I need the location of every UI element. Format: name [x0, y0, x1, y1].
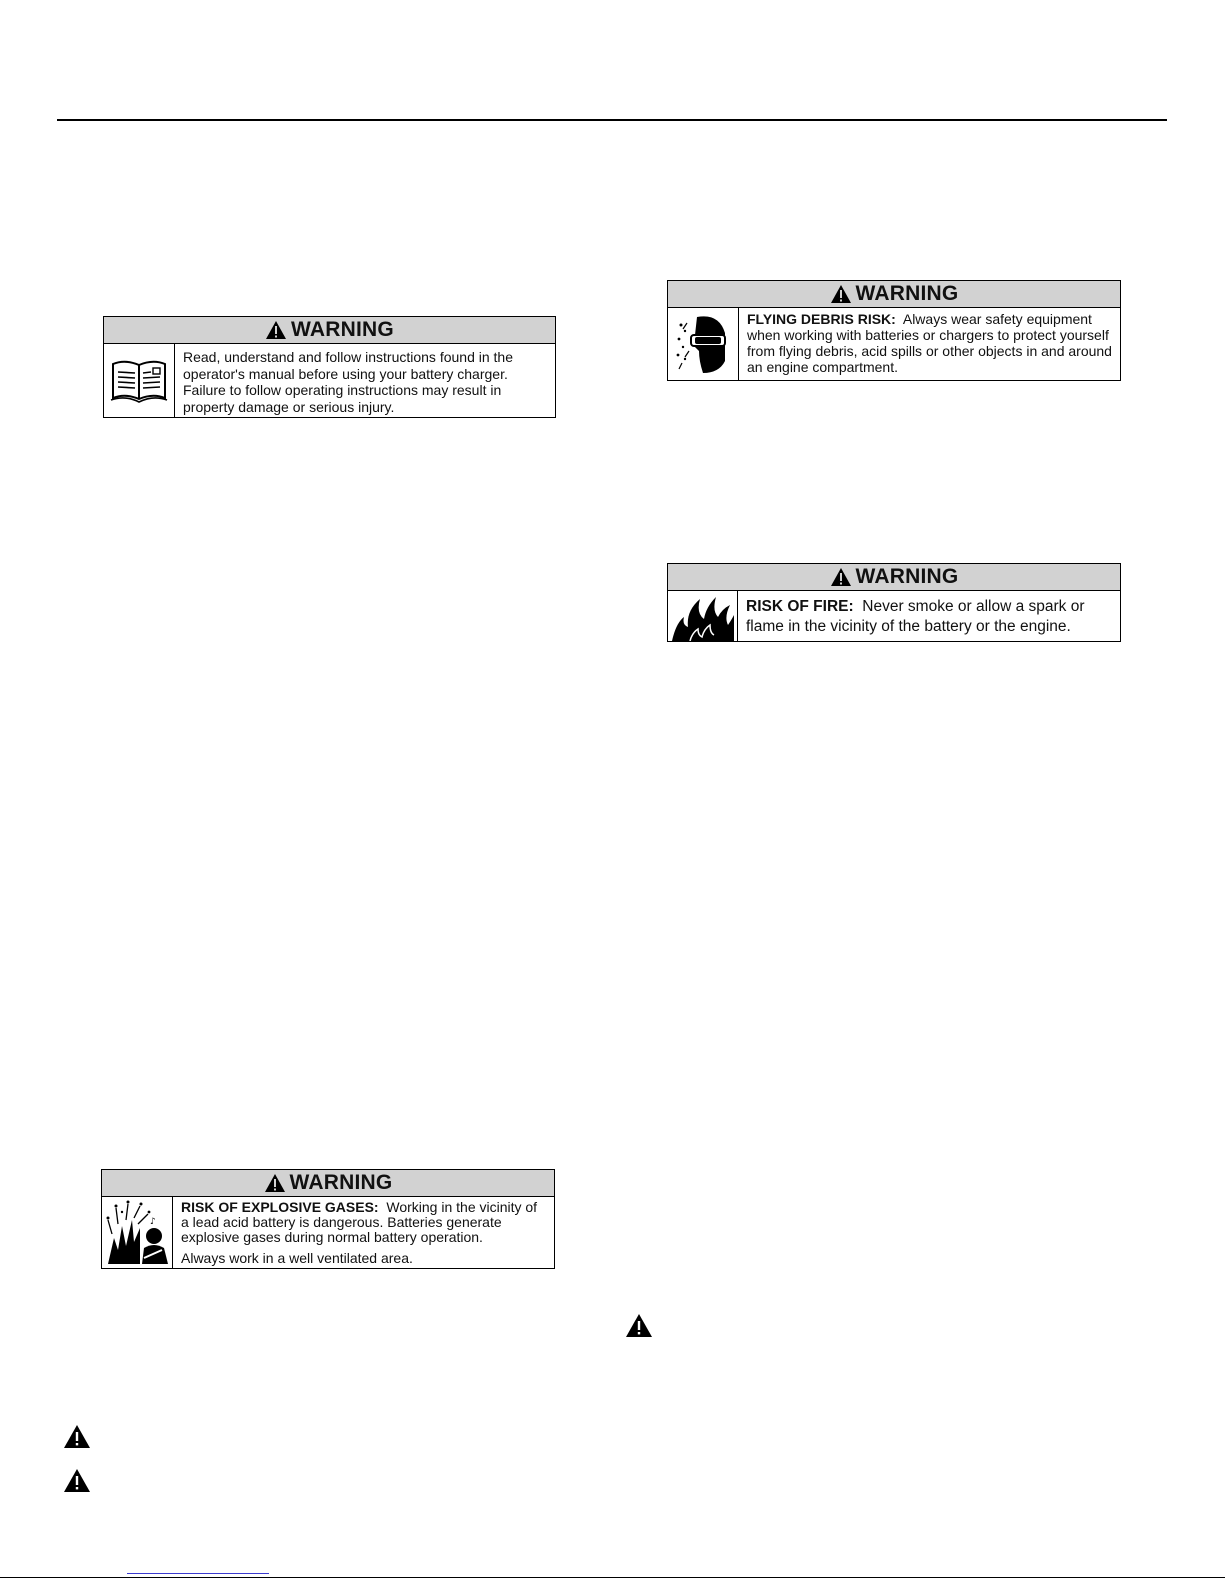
alert-triangle-icon [63, 1424, 91, 1449]
link-underline [127, 1573, 269, 1574]
warning-triangle-icon [830, 284, 852, 304]
svg-text:♪: ♪ [150, 1217, 156, 1228]
warning-heading [668, 564, 1120, 591]
warning-text-secondary: Always work in a well ventilated area. [181, 1250, 413, 1266]
warning-heading [668, 281, 1120, 308]
warning-heading [104, 317, 555, 344]
flame-icon [668, 591, 738, 641]
warning-explosive-gases-box [101, 1169, 555, 1269]
warning-lead: FLYING DEBRIS RISK: [747, 311, 896, 327]
safety-goggles-icon [668, 308, 739, 380]
warning-text: Never smoke or allow a spark or flame in the vicinity of the battery or the engine. [746, 598, 1085, 635]
warning-text: Read, understand and follow instructions found in the operator's manual before using your battery charger. Failure to follow operating instructions may result in property damage or serious injury. [183, 349, 513, 415]
warning-text: Working in the vicinity of a lead acid battery is dangerous. Batteries generate explosive gases during normal battery operation. [181, 1199, 538, 1245]
warning-fire-box [667, 563, 1121, 642]
warning-heading-label: WARNING [855, 282, 959, 305]
warning-lead: RISK OF FIRE: [746, 598, 854, 615]
explosion-icon [102, 1197, 173, 1268]
warning-heading-label: WARNING [855, 565, 959, 588]
warning-heading-label: WARNING [291, 318, 394, 341]
alert-triangle-icon [63, 1468, 91, 1493]
footer-rule [0, 1577, 1225, 1578]
warning-triangle-icon [264, 1173, 286, 1193]
header-rule [57, 119, 1167, 121]
warning-lead: RISK OF EXPLOSIVE GASES: [181, 1199, 379, 1215]
alert-triangle-icon [625, 1313, 653, 1338]
warning-heading-label: WARNING [289, 1171, 393, 1194]
warning-text: Always wear safety equipment when working with batteries or chargers to protect yourself from flying debris, acid spills or other objects in and around an engine compartment. [747, 311, 1112, 375]
manual-book-icon [104, 344, 175, 417]
warning-manual-box [103, 316, 556, 418]
warning-triangle-icon [830, 567, 852, 587]
warning-triangle-icon [265, 320, 287, 340]
warning-flying-debris-box [667, 280, 1121, 381]
warning-heading [102, 1170, 554, 1197]
